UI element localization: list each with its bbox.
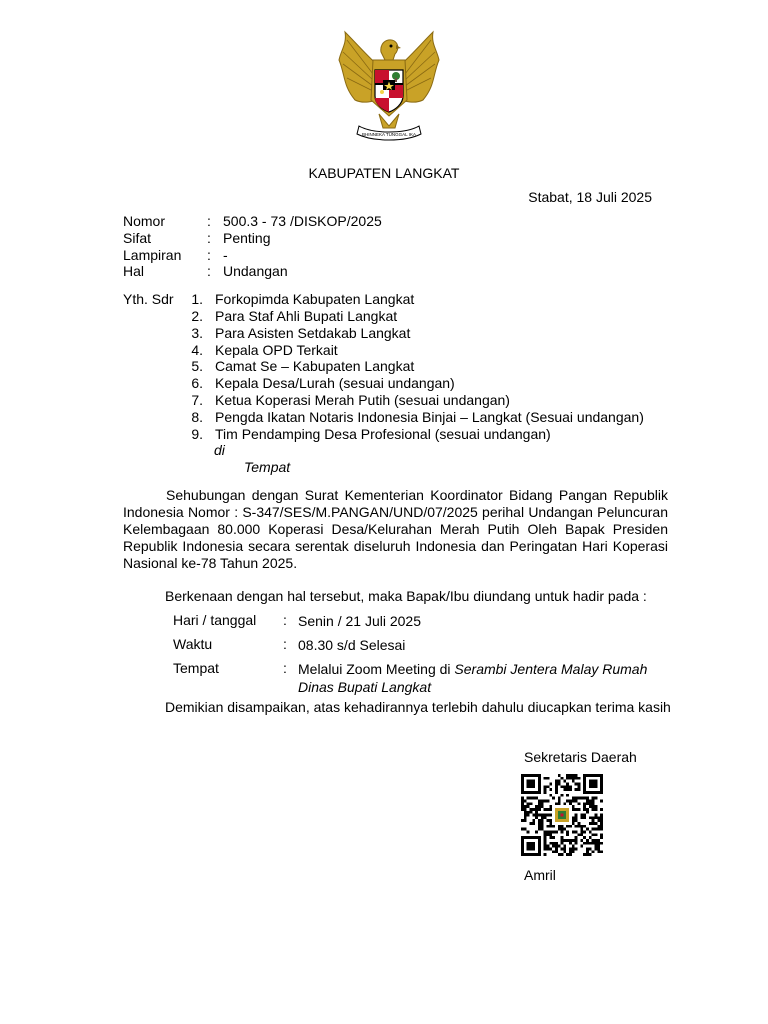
event-label-date: Hari / tanggal bbox=[173, 612, 257, 628]
meta-colon: : bbox=[207, 247, 211, 263]
event-place-prefix: Melalui Zoom Meeting di bbox=[298, 661, 455, 677]
meta-colon: : bbox=[207, 213, 211, 229]
event-value-date: Senin / 21 Juli 2025 bbox=[298, 613, 421, 629]
meta-label-hal: Hal bbox=[123, 263, 145, 279]
regency-heading: KABUPATEN LANGKAT bbox=[308, 165, 460, 181]
recipient-di: di bbox=[214, 442, 225, 458]
place-date: Stabat, 18 Juli 2025 bbox=[528, 189, 652, 205]
event-label-place: Tempat bbox=[173, 660, 219, 676]
event-colon: : bbox=[283, 612, 287, 628]
meta-value-nomor: 500.3 - 73 /DISKOP/2025 bbox=[223, 213, 382, 229]
recipient-item: Para Staf Ahli Bupati Langkat bbox=[215, 308, 398, 324]
recipient-number: 2. bbox=[191, 308, 203, 324]
meta-label-sifat: Sifat bbox=[123, 230, 152, 246]
recipient-tempat: Tempat bbox=[244, 459, 291, 475]
recipient-item: Pengda Ikatan Notaris Indonesia Binjai – Langkat (Sesuai undangan) bbox=[215, 409, 644, 425]
event-place-venue: Serambi Jentera Malay Rumah Dinas Bupati Langkat bbox=[298, 661, 648, 695]
garuda-head bbox=[381, 40, 398, 60]
meta-colon: : bbox=[207, 263, 211, 279]
recipient-item: Kepala OPD Terkait bbox=[215, 342, 338, 358]
meta-value-lampiran: - bbox=[223, 247, 228, 263]
recipient-item: Kepala Desa/Lurah (sesuai undangan) bbox=[215, 375, 455, 391]
signatory-title: Sekretaris Daerah bbox=[524, 749, 637, 765]
meta-label-lampiran: Lampiran bbox=[123, 247, 182, 263]
recipient-item: Tim Pendamping Desa Profesional (sesuai undangan) bbox=[215, 426, 551, 442]
event-value-time: 08.30 s/d Selesai bbox=[298, 637, 406, 653]
meta-colon: : bbox=[207, 230, 211, 246]
meta-value-hal: Undangan bbox=[223, 263, 288, 279]
recipient-item: Para Asisten Setdakab Langkat bbox=[215, 325, 411, 341]
qr-code-signature bbox=[521, 774, 603, 856]
recipient-number: 4. bbox=[191, 342, 203, 358]
recipient-prefix: Yth. Sdr bbox=[123, 291, 174, 307]
body-paragraph-2: Berkenaan dengan hal tersebut, maka Bapak/Ibu diundang untuk hadir pada : bbox=[165, 588, 647, 604]
event-colon: : bbox=[283, 660, 287, 676]
recipient-item: Forkopimda Kabupaten Langkat bbox=[215, 291, 415, 307]
event-colon: : bbox=[283, 636, 287, 652]
recipient-number: 6. bbox=[191, 375, 203, 391]
closing-sentence: Demikian disampaikan, atas kehadirannya terlebih dahulu diucapkan terima kasih bbox=[165, 699, 671, 715]
motto-text: BHINNEKA TUNGGAL IKA bbox=[361, 132, 417, 137]
recipient-number: 5. bbox=[191, 358, 203, 374]
recipient-number: 3. bbox=[191, 325, 203, 341]
event-label-time: Waktu bbox=[173, 636, 213, 652]
recipient-number: 9. bbox=[191, 426, 203, 442]
recipient-number: 7. bbox=[191, 392, 203, 408]
recipient-number: 1. bbox=[191, 291, 203, 307]
garuda-pancasila-emblem bbox=[333, 30, 445, 144]
signatory-name: Amril bbox=[524, 867, 556, 883]
meta-value-sifat: Penting bbox=[223, 230, 271, 246]
recipient-number: 8. bbox=[191, 409, 203, 425]
meta-label-nomor: Nomor bbox=[123, 213, 166, 229]
event-value-place bbox=[298, 660, 668, 696]
pancasila-shield bbox=[375, 70, 403, 112]
recipient-item: Ketua Koperasi Merah Putih (sesuai undangan) bbox=[215, 392, 510, 408]
recipient-item: Camat Se – Kabupaten Langkat bbox=[215, 358, 415, 374]
body-paragraph-1: Sehubungan dengan Surat Kementerian Koordinator Bidang Pangan Republik Indonesia Nomor : S-347/SES/M.PANGAN/UND/07/2025 perihal Undangan Peluncuran Kelembagaan 80.000 Koperasi Desa/Kelurahan Merah Putih Oleh Bapak Presiden Republik Indonesia secara serentak diseluruh Indonesia dan Peringatan Hari Koperasi Nasional ke-78 Tahun 2025. bbox=[123, 487, 668, 571]
